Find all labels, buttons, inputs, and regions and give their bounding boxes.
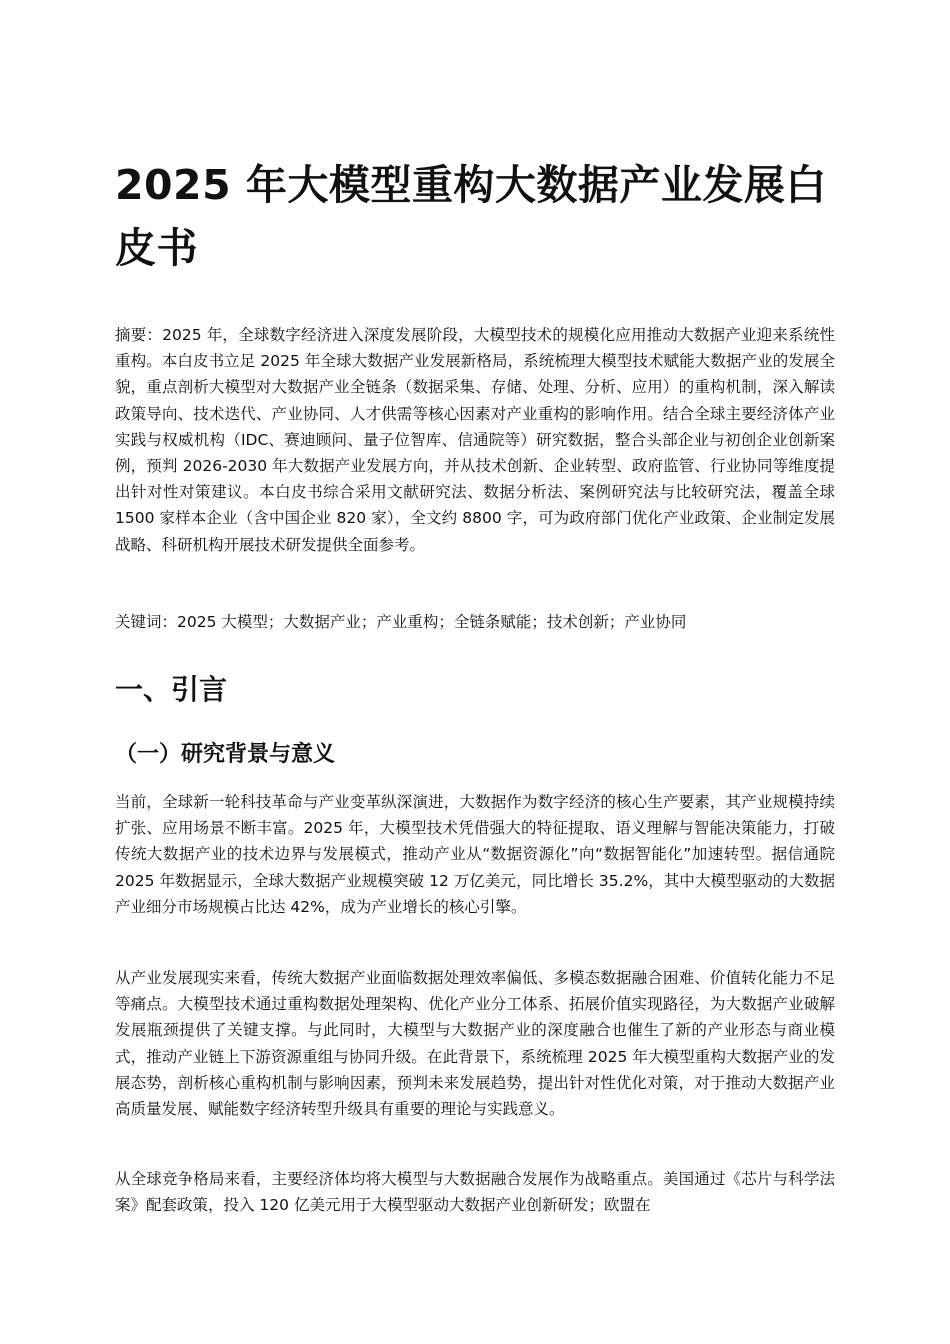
document-title: 2025 年大模型重构大数据产业发展白皮书 bbox=[115, 161, 827, 272]
subsection-heading-background: （一）研究背景与意义 bbox=[115, 742, 336, 767]
keywords-line: 关键词：2025 大模型；大数据产业；产业重构；全链条赋能；技术创新；产业协同 bbox=[115, 613, 687, 631]
section-heading-introduction: 一、引言 bbox=[115, 673, 228, 706]
abstract-paragraph: 摘要：2025 年，全球数字经济进入深度发展阶段，大模型技术的规模化应用推动大数据产业迎来系统性重构。本白皮书立足 2025 年全球大数据产业发展新格局，系统梳理大模型技术赋能大数据产业的发展全貌，重点剖析大模型对大数据产业全链条（数据采集、存储、处理、分析、应用）的重构机制，深入解读政策导向、技术迭代、产业协同、人才供需等核心因素对产业重构的影响作用。结合全球主要经济体产业实践与权威机构（IDC、赛迪顾问、量子位智库、信通院等）研究数据，整合头部企业与初创企业创新案例，预判 2026-2030 年大数据产业发展方向，并从技术创新、企业转型、政府监管、行业协同等维度提出针对性对策建议。本白皮书综合采用文献研究法、数据分析法、案例研究法与比较研究法，覆盖全球 1500 家样本企业（含中国企业 820 家），全文约 8800 字，可为政府部门优化产业政策、企业制定发展战略、科研机构开展技术研发提供全面参考。 bbox=[115, 326, 835, 554]
body-paragraph: 从产业发展现实来看，传统大数据产业面临数据处理效率偏低、多模态数据融合困难、价值转化能力不足等痛点。大模型技术通过重构数据处理架构、优化产业分工体系、拓展价值实现路径，为大数据产业破解发展瓶颈提供了关键支撑。与此同时，大模型与大数据产业的深度融合也催生了新的产业形态与商业模式，推动产业链上下游资源重组与协同升级。在此背景下，系统梳理 2025 年大模型重构大数据产业的发展态势，剖析核心重构机制与影响因素，预判未来发展趋势，提出针对性优化对策，对于推动大数据产业高质量发展、赋能数字经济转型升级具有重要的理论与实践意义。 bbox=[115, 969, 835, 1119]
body-paragraph: 从全球竞争格局来看，主要经济体均将大模型与大数据融合发展作为战略重点。美国通过《芯片与科学法案》配套政策，投入 120 亿美元用于大模型驱动大数据产业创新研发；欧盟在 bbox=[115, 1170, 835, 1215]
body-paragraph: 当前，全球新一轮科技革命与产业变革纵深演进，大数据作为数字经济的核心生产要素，其产业规模持续扩张、应用场景不断丰富。2025 年，大模型技术凭借强大的特征提取、语义理解与智能决策能力，打破传统大数据产业的技术边界与发展模式，推动产业从“数据资源化”向“数据智能化”加速转型。据信通院 2025 年数据显示，全球大数据产业规模突破 12 万亿美元，同比增长 35.2%，其中大模型驱动的大数据产业细分市场规模占比达 42%，成为产业增长的核心引擎。 bbox=[115, 793, 835, 916]
